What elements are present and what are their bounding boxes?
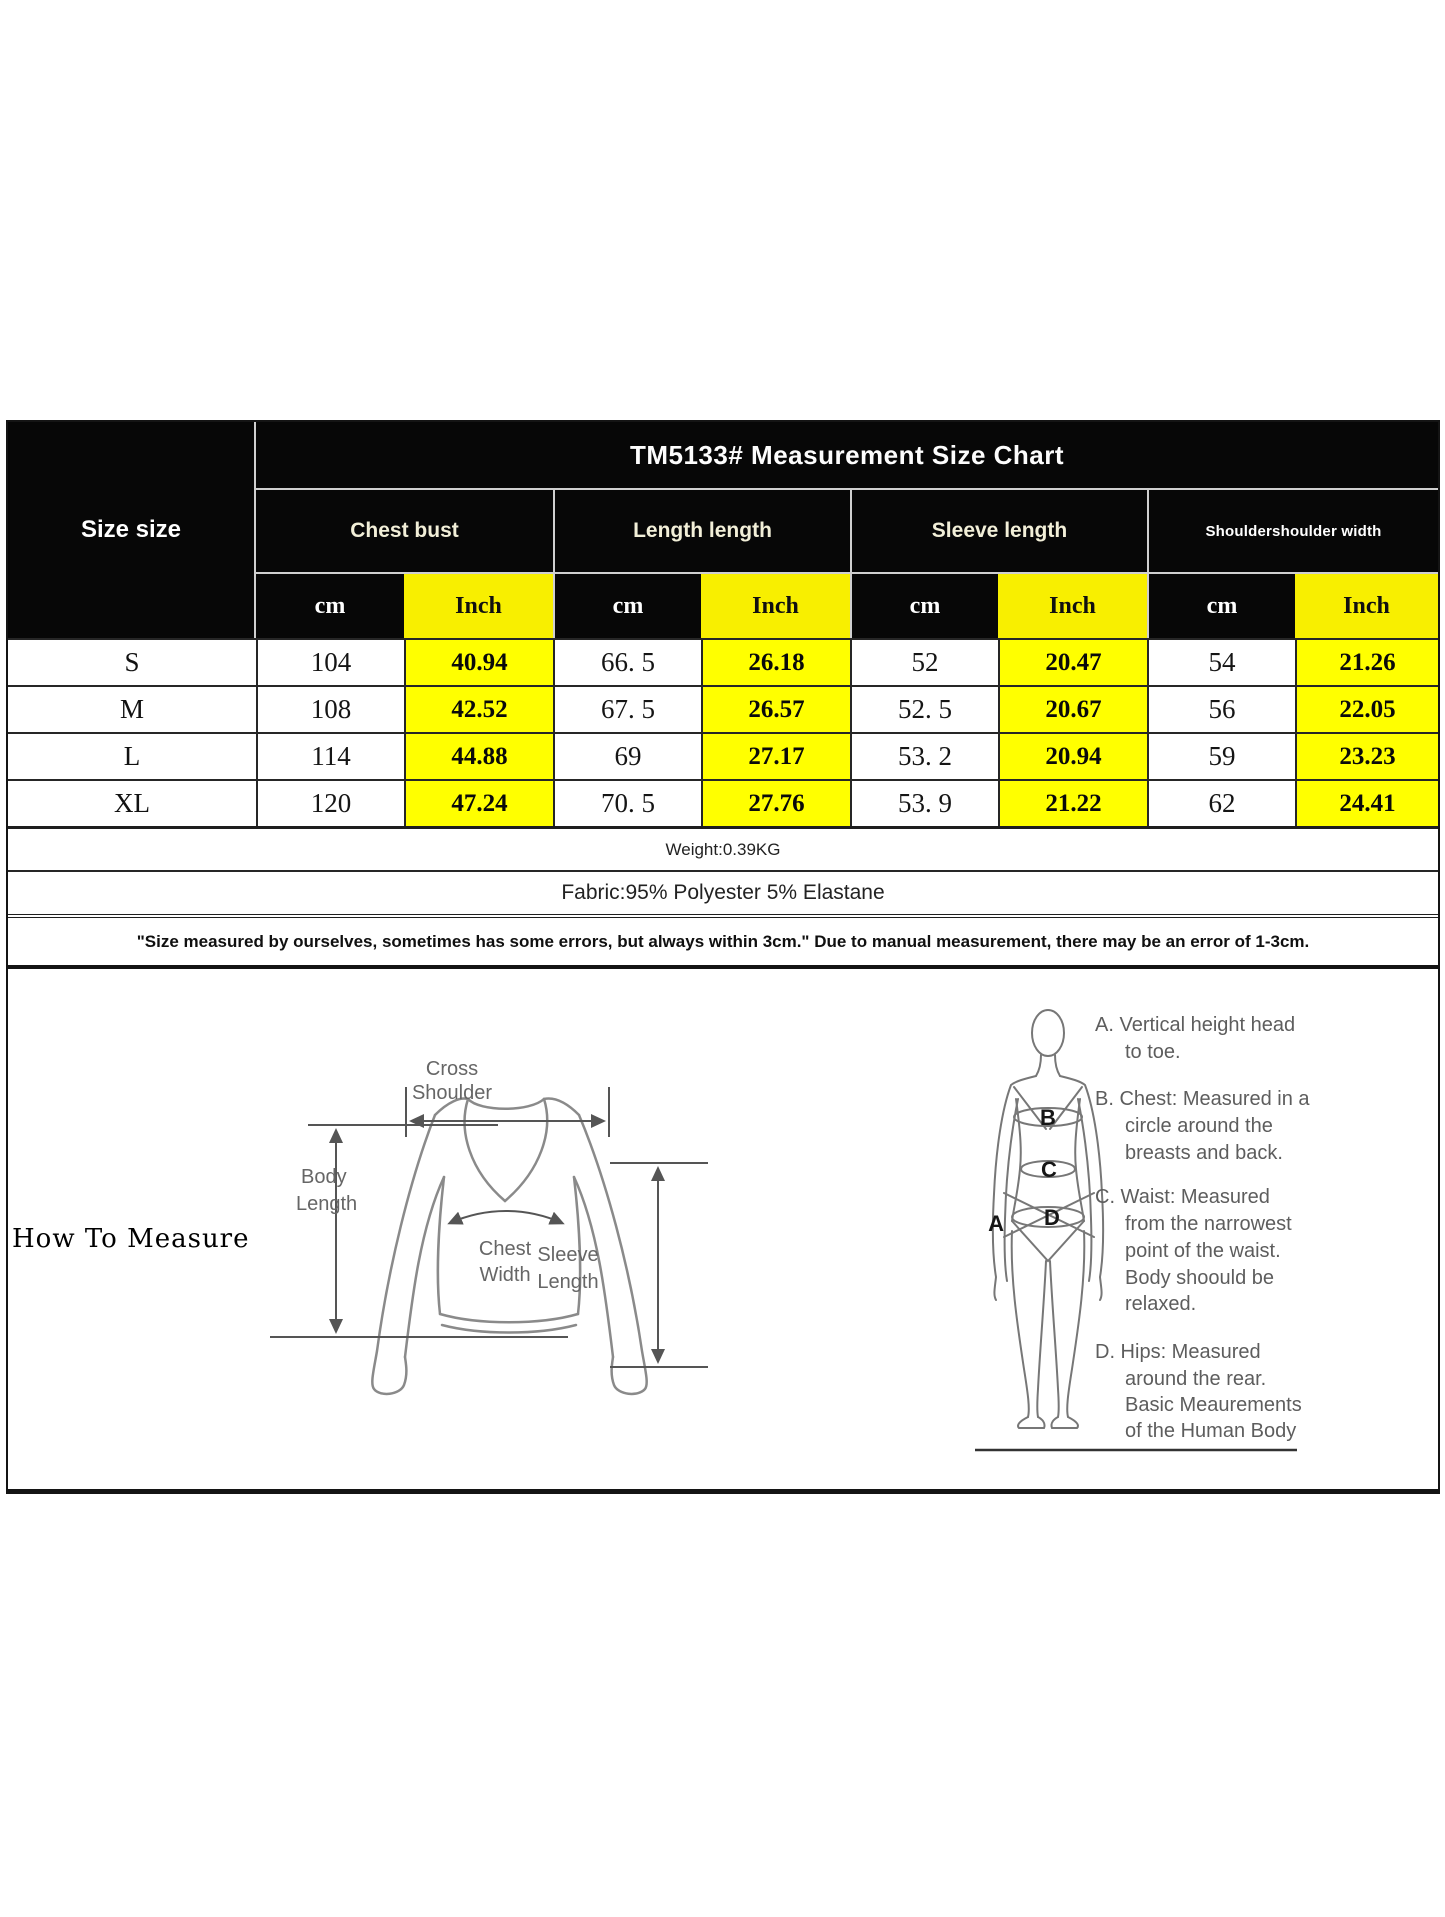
unit-header-inch: Inch (998, 574, 1147, 638)
chest-width-label-line2: Width (479, 1264, 531, 1286)
cell-xl-shoulder-cm: 62 (1147, 779, 1295, 826)
note-a-line: to toe. (1125, 1041, 1181, 1063)
note-c-line: Body shoould be (1125, 1267, 1275, 1289)
note-d-line: Basic Meaurements (1125, 1394, 1302, 1416)
cell-s-chest-cm: 104 (256, 638, 404, 685)
cell-xl-chest-inch: 47.24 (404, 779, 553, 826)
weight-row: Weight:0.39KG (8, 826, 1438, 870)
cell-s-shoulder-inch: 21.26 (1295, 638, 1438, 685)
sleeve-length-label-line1: Sleeve (537, 1244, 599, 1266)
cell-m-sleeve-cm: 52. 5 (850, 685, 998, 732)
cell-s-shoulder-cm: 54 (1147, 638, 1295, 685)
garment-hem (440, 1314, 578, 1322)
cell-l-chest-inch: 44.88 (404, 732, 553, 779)
chest-width-arrow (450, 1211, 562, 1223)
cell-m-shoulder-cm: 56 (1147, 685, 1295, 732)
body-figure (988, 1010, 1103, 1428)
cell-xl-sleeve-cm: 53. 9 (850, 779, 998, 826)
figure-letter-c: C (1041, 1157, 1057, 1182)
garment-neckline (465, 1099, 548, 1201)
figure-letter-b: B (1040, 1105, 1056, 1130)
note-a-line: A. Vertical height head (1095, 1014, 1296, 1036)
note-c-line: point of the waist. (1125, 1240, 1281, 1262)
figure-left-leg-inner (1037, 1261, 1046, 1417)
garment-left-side (438, 1177, 444, 1314)
note-c-line: from the narrowest (1125, 1213, 1292, 1235)
cell-l-chest-cm: 114 (256, 732, 404, 779)
figure-neck-left (1036, 1055, 1041, 1076)
note-d-line: D. Hips: Measured (1095, 1341, 1261, 1363)
cell-m-shoulder-inch: 22.05 (1295, 685, 1438, 732)
size-column-header: Size size (8, 422, 256, 638)
fabric-row: Fabric:95% Polyester 5% Elastane (8, 870, 1438, 914)
figure-head (1032, 1010, 1064, 1056)
note-b-line: B. Chest: Measured in a (1095, 1088, 1310, 1110)
figure-left-foot (1018, 1417, 1045, 1428)
table-title: TM5133# Measurement Size Chart (256, 422, 1438, 490)
how-to-measure-section (6, 967, 1440, 1494)
section-header-chest: Chest bust (256, 490, 553, 574)
garment-hem-band (442, 1325, 576, 1333)
cell-s-chest-inch: 40.94 (404, 638, 553, 685)
cell-l-sleeve-cm: 53. 2 (850, 732, 998, 779)
disclaimer-row: "Size measured by ourselves, sometimes has some errors, but always within 3cm." Due to manual measurement, there may be an error of 1-3cm. (8, 914, 1438, 965)
cross-shoulder-label-line2: Shoulder (411, 1082, 493, 1104)
body-length-label-line2: Length (296, 1193, 358, 1215)
cell-xl-length-inch: 27.76 (701, 779, 850, 826)
figure-right-foot (1051, 1417, 1078, 1428)
cell-m-chest-cm: 108 (256, 685, 404, 732)
cell-s-sleeve-inch: 20.47 (998, 638, 1147, 685)
unit-header-cm: cm (553, 574, 701, 638)
note-b-line: breasts and back. (1125, 1142, 1283, 1164)
figure-left-leg-outer (1012, 1231, 1029, 1417)
cell-m-length-cm: 67. 5 (553, 685, 701, 732)
garment-left-sleeve (372, 1115, 435, 1394)
unit-header-cm: cm (1147, 574, 1295, 638)
cell-l-shoulder-inch: 23.23 (1295, 732, 1438, 779)
unit-header-inch: Inch (701, 574, 850, 638)
cell-xl-shoulder-inch: 24.41 (1295, 779, 1438, 826)
cross-shoulder-label-line1: Cross (425, 1058, 479, 1080)
unit-header-cm: cm (256, 574, 404, 638)
size-label-m: M (8, 685, 256, 732)
unit-header-inch: Inch (404, 574, 553, 638)
cell-l-shoulder-cm: 59 (1147, 732, 1295, 779)
cell-l-length-inch: 27.17 (701, 732, 850, 779)
figure-letter-a: A (988, 1211, 1004, 1236)
size-label-l: L (8, 732, 256, 779)
how-to-measure-heading: How To Measure (12, 1224, 250, 1254)
figure-neck-right (1055, 1055, 1060, 1076)
note-c-line: relaxed. (1125, 1293, 1197, 1315)
measurement-table (6, 420, 1440, 967)
unit-header-inch: Inch (1295, 574, 1438, 638)
cell-s-length-cm: 66. 5 (553, 638, 701, 685)
sleeve-length-label-line2: Length (537, 1271, 599, 1293)
cell-s-length-inch: 26.18 (701, 638, 850, 685)
section-header-shoulder: Shouldershoulder width (1147, 490, 1438, 574)
figure-letter-d: D (1044, 1205, 1060, 1230)
cell-xl-sleeve-inch: 21.22 (998, 779, 1147, 826)
cell-m-length-inch: 26.57 (701, 685, 850, 732)
size-label-s: S (8, 638, 256, 685)
section-header-sleeve: Sleeve length (850, 490, 1147, 574)
cell-xl-chest-cm: 120 (256, 779, 404, 826)
cell-xl-length-cm: 70. 5 (553, 779, 701, 826)
size-label-xl: XL (8, 779, 256, 826)
cell-l-sleeve-inch: 20.94 (998, 732, 1147, 779)
note-b-line: circle around the (1125, 1115, 1273, 1137)
body-length-label-line1: Body (301, 1166, 347, 1188)
cell-m-sleeve-inch: 20.67 (998, 685, 1147, 732)
note-d-line: of the Human Body (1125, 1420, 1297, 1442)
measure-diagram (8, 969, 1438, 1489)
note-d-line: around the rear. (1125, 1368, 1267, 1390)
figure-right-leg-outer (1067, 1231, 1084, 1417)
section-header-length: Length length (553, 490, 850, 574)
garment-right-shoulder (544, 1099, 579, 1115)
note-c-line: C. Waist: Measured (1095, 1186, 1270, 1208)
cell-m-chest-inch: 42.52 (404, 685, 553, 732)
figure-right-leg-inner (1050, 1261, 1059, 1417)
cell-s-sleeve-cm: 52 (850, 638, 998, 685)
unit-header-cm: cm (850, 574, 998, 638)
cell-l-length-cm: 69 (553, 732, 701, 779)
chest-width-label-line1: Chest (478, 1238, 532, 1260)
